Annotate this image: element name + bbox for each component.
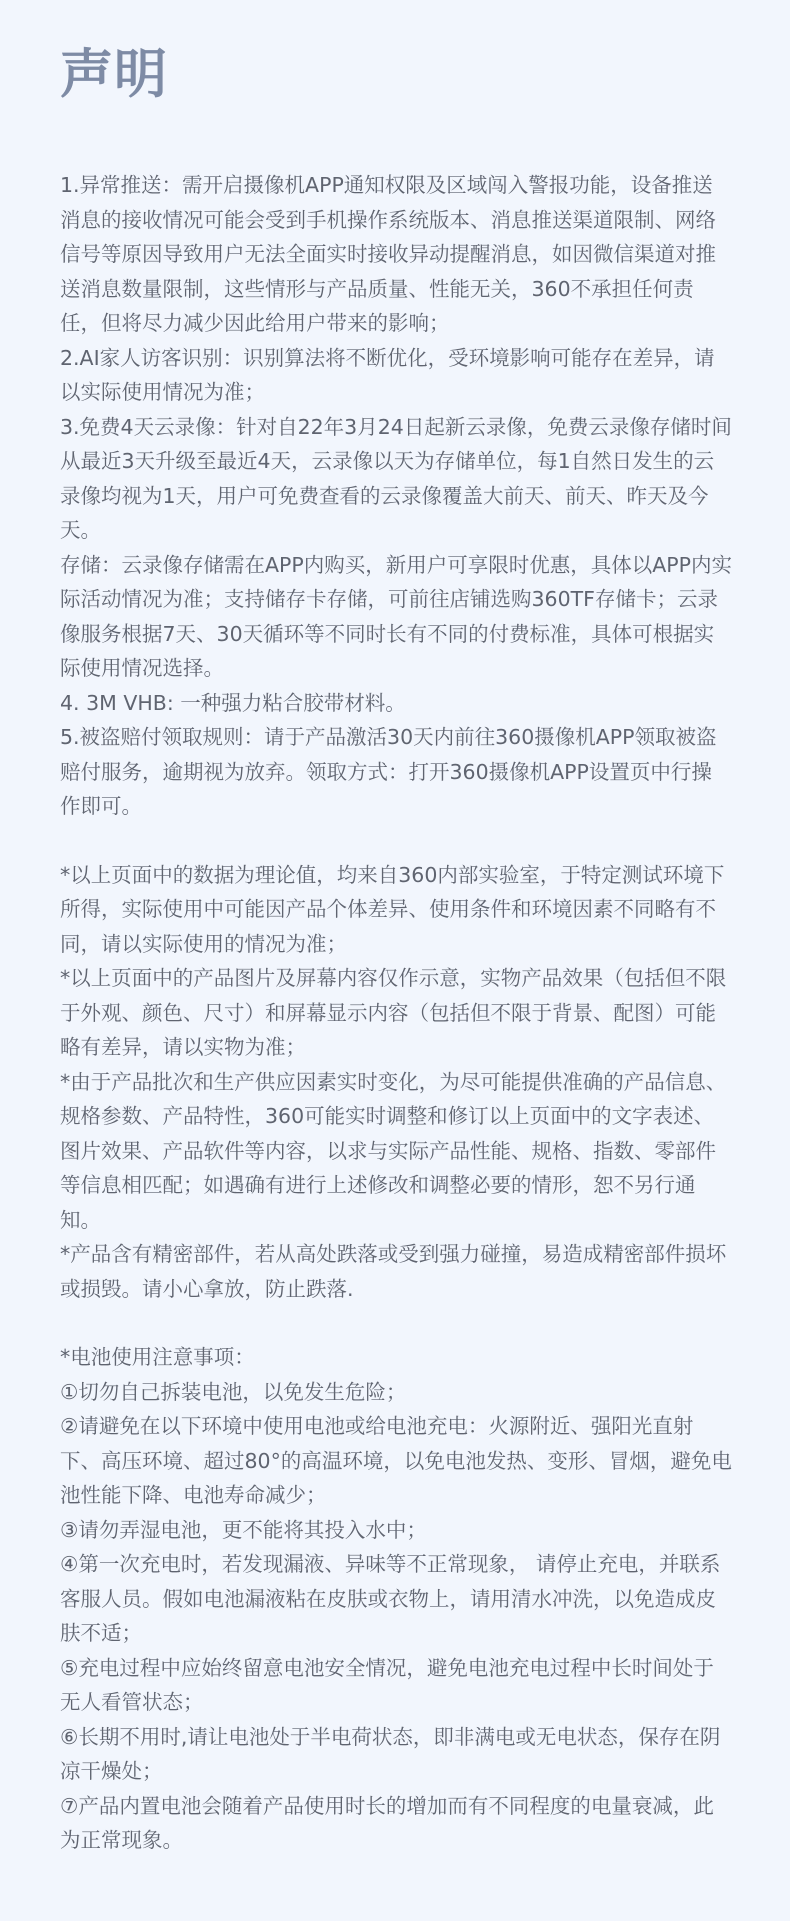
battery-heading: *电池使用注意事项：: [60, 1345, 255, 1369]
paragraph-ai-recognition: 2.AI家人访客识别：识别算法将不断优化，受环境影响可能存在差异，请以实际使用情况为准；: [60, 345, 715, 404]
terms-section: [60, 168, 732, 824]
battery-item-5: ⑤充电过程中应始终留意电池安全情况，避免电池充电过程中长时间处于无人看管状态；: [60, 1655, 714, 1714]
paragraph-storage: 存储：云录像存储需在APP内购买，新用户可享限时优惠，具体以APP内实际活动情况为准；支持储存卡存储，可前往店铺选购360TF存储卡；云录像服务根据7天、30天循环等不同时长有不同的付费标准，具体可根据实际使用情况选择。: [60, 552, 732, 680]
section-spacer: [60, 1306, 732, 1340]
battery-item-6: ⑥长期不用时,请让电池处于半电荷状态，即非满电或无电状态，保存在阴凉干燥处；: [60, 1724, 721, 1783]
page-title: 声明: [60, 44, 168, 105]
battery-item-1: ①切勿自己拆装电池，以免发生危险；: [60, 1379, 407, 1404]
disclaimer-content: [60, 168, 732, 1858]
battery-item-3: ③请勿弄湿电池，更不能将其投入水中；: [60, 1517, 427, 1542]
paragraph-free-cloud-recording: 3.免费4天云录像：针对自22年3月24日起新云录像，免费云录像存储时间从最近3天升级至最近4天，云录像以天为存储单位，每1自然日发生的云录像均视为1天，用户可免费查看的云录像覆盖大前天、前天、昨天及今天。: [60, 414, 732, 542]
note-theoretical-data: *以上页面中的数据为理论值，均来自360内部实验室，于特定测试环境下所得，实际使用中可能因产品个体差异、使用条件和环境因素不同略有不同，请以实际使用的情况为准；: [60, 862, 725, 956]
section-spacer: [60, 824, 732, 858]
notes-section: [60, 858, 732, 1307]
battery-section: [60, 1340, 732, 1858]
paragraph-push-notice: 1.异常推送：需开启摄像机APP通知权限及区域闯入警报功能，设备推送消息的接收情况可能会受到手机操作系统版本、消息推送渠道限制、网络信号等原因导致用户无法全面实时接收异动提醒消息，如因微信渠道对推送消息数量限制，这些情形与产品质量、性能无关，360不承担任何责任，但将尽力减少因此给用户带来的影响；: [60, 173, 716, 335]
note-images-illustrative: *以上页面中的产品图片及屏幕内容仅作示意，实物产品效果（包括但不限于外观、颜色、尺寸）和屏幕显示内容（包括但不限于背景、配图）可能略有差异，请以实物为准；: [60, 966, 727, 1059]
battery-item-2: ②请避免在以下环境中使用电池或给电池充电：火源附近、强阳光直射下、高压环境、超过80°的高温环境，以免电池发热、变形、冒烟，避免电池性能下降、电池寿命减少；: [60, 1414, 732, 1507]
note-content-revision: *由于产品批次和生产供应因素实时变化，为尽可能提供准确的产品信息、规格参数、产品特性，360可能实时调整和修订以上页面中的文字表述、图片效果、产品软件等内容，以求与实际产品性能、规格、指数、零部件等信息相匹配；如遇确有进行上述修改和调整必要的情形，恕不另行通知。: [60, 1069, 727, 1232]
battery-item-4: ④第一次充电时，若发现漏液、异味等不正常现象， 请停止充电，并联系客服人员。假如电池漏液粘在皮肤或衣物上，请用清水冲洗，以免造成皮肤不适；: [60, 1552, 721, 1645]
battery-item-7: ⑦产品内置电池会随着产品使用时长的增加而有不同程度的电量衰减，此为正常现象。: [60, 1793, 714, 1852]
paragraph-theft-compensation: 5.被盗赔付领取规则：请于产品激活30天内前往360摄像机APP领取被盗赔付服务，逾期视为放弃。领取方式：打开360摄像机APP设置页中行操作即可。: [60, 725, 717, 818]
paragraph-vhb: 4. 3M VHB: 一种强力粘合胶带材料。: [60, 690, 406, 715]
note-precision-parts: *产品含有精密部件，若从高处跌落或受到强力碰撞，易造成精密部件损坏或损毁。请小心拿放，防止跌落.: [60, 1242, 727, 1301]
